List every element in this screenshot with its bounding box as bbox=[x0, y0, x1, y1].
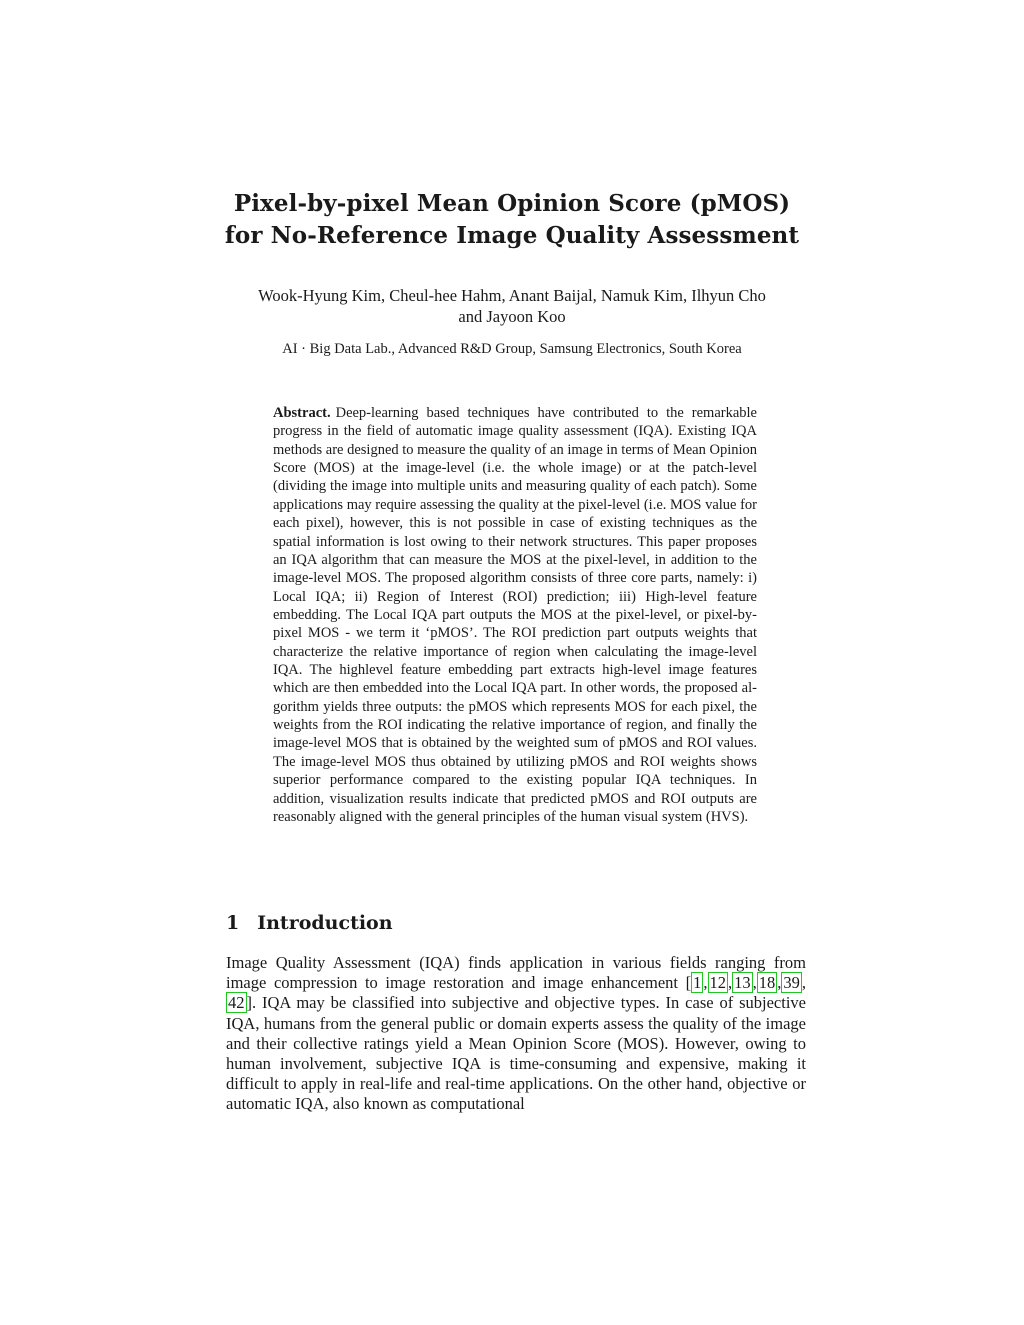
affiliation: AI · Big Data Lab., Advanced R&D Group, Samsung Electronics, South Korea bbox=[282, 341, 742, 357]
title-line-2: for No-Reference Image Quality Assessment bbox=[224, 222, 800, 249]
citation-close-bracket: ] bbox=[246, 993, 252, 1013]
authors-line-2: and Jayoon Koo bbox=[458, 307, 566, 326]
section-title: Introduction bbox=[257, 912, 393, 934]
abstract-label: Abstract. bbox=[273, 405, 331, 421]
citation-open-bracket: [ bbox=[685, 973, 692, 993]
section-number: 1 bbox=[226, 912, 240, 934]
citation-link[interactable]: 1 bbox=[693, 973, 702, 993]
author-list bbox=[180, 285, 844, 327]
authors-line-1: Wook-Hyung Kim, Cheul-hee Hahm, Anant Baijal, Namuk Kim, Ilhyun Cho bbox=[258, 286, 766, 305]
citation-link[interactable]: 42 bbox=[228, 993, 245, 1013]
intro-text-rest: . IQA may be classified into subjective and objective types. In case of subjective IQA, humans from the general public or domain experts assess the quality of the image and their collective ratings yield a Mean Opinion Score (MOS). However, owing to human involvement, subjective IQA is time-consuming and expensive, making it difficult to apply in real-life and real-time applications. On the other hand, objective or automatic IQA, also known as computational bbox=[226, 993, 806, 1114]
section-heading-introduction bbox=[226, 910, 393, 936]
citation-link[interactable]: 13 bbox=[734, 973, 751, 993]
citation-link[interactable]: 12 bbox=[709, 973, 726, 993]
paper-title bbox=[180, 188, 844, 252]
citation-link[interactable]: 39 bbox=[783, 973, 800, 993]
introduction-paragraph: Image Quality Assessment (IQA) finds application in various fields ranging from image compression to image restoration and image enhancement [ 1 , 12 , 13 , 18 , 39 , 42 ]. IQA may be classified into subjective and objective types. In case of subjective IQA, humans from the general public or domain experts assess the quality of the image and their collective ratings yield a Mean Opinion Score (MOS). However, owing to human involvement, subjective IQA is time-consuming and expensive, making it difficult to apply in real-life and real-time applications. On the other hand, objective or automatic IQA, also known as computational bbox=[226, 953, 806, 1114]
title-line-1: Pixel-by-pixel Mean Opinion Score (pMOS) bbox=[233, 190, 791, 217]
abstract bbox=[273, 404, 757, 826]
citation-link[interactable]: 18 bbox=[758, 973, 776, 993]
abstract-text: Deep-learning based techniques have contributed to the remarkable progress in the field of automatic image quality assessment (IQA). Existing IQA methods are designed to measure the quality of an image in terms of Mean Opinion Score (MOS) at the image-level (i.e. the whole image) or at the patch-level (dividing the image into multiple units and measuring quality of each patch). Some applications may require assessing the quality at the pixel-level (i.e. MOS value for each pixel), however, this is not possible in case of existing techniques as the spatial information is lost owing to their network structures. This paper proposes an IQA algorithm that can measure the MOS at the pixel-level, in addition to the image-level MOS. The proposed algorithm consists of three core parts, namely: i) Local IQA; ii) Region of Interest (ROI) prediction; iii) High-level feature embedding. The Local IQA part outputs the MOS at the pixel-level, or pixel-by-pixel MOS - we term it ‘pMOS’. The ROI prediction part outputs weights that characterize the relative importance of region when calculating the image-level IQA. The highlevel feature embedding part extracts high-level image features which are then embedded into the Local IQA part. In other words, the proposed algorithm yields three outputs: the pMOS which represents MOS for each pixel, the weights from the ROI indicating the relative importance of region, and finally the image-level MOS that is obtained by the weighted sum of pMOS and ROI values. The image-level MOS thus obtained by utilizing pMOS and ROI weights shows superior performance compared to the existing popular IQA techniques. In addition, visualization results indicate that predicted pMOS and ROI outputs are reasonably aligned with the general principles of the human visual system (HVS). bbox=[273, 405, 758, 825]
intro-text-start: Image Quality Assessment (IQA) finds application in various fields ranging from image compression to image restoration and image enhancement bbox=[226, 953, 806, 993]
